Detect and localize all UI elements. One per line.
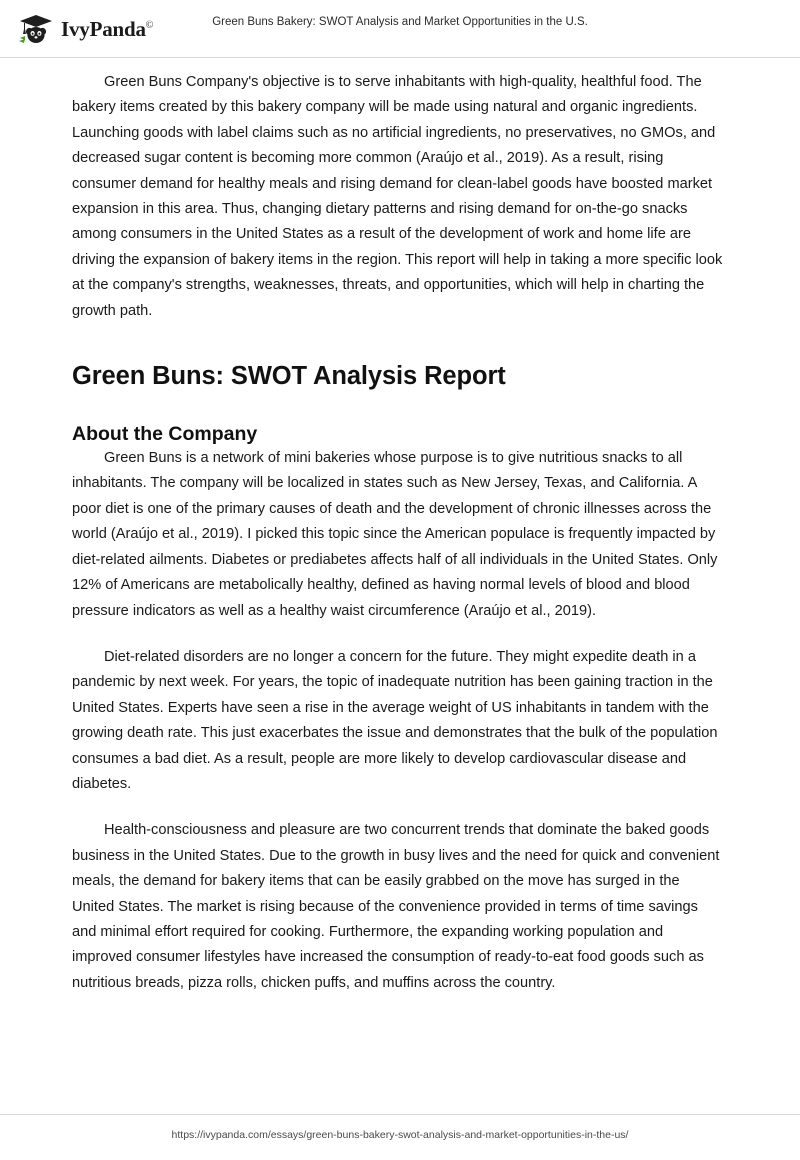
document-content bbox=[72, 70, 724, 996]
page-footer bbox=[0, 1114, 800, 1160]
source-url[interactable]: https://ivypanda.com/essays/green-buns-bakery-swot-analysis-and-market-opportunities-in-the-us/ bbox=[171, 1129, 629, 1141]
intro-paragraph: Green Buns Company's objective is to serve inhabitants with high-quality, healthful food. The bakery items created by this bakery company will be made using natural and organic ingredients. Launching goods with label claims such as no artificial ingredients, no preservatives, no GMOs, and decreased sugar content is becoming more common (Araújo et al., 2019). As a result, rising consumer demand for healthy meals and rising demand for clean-label goods have boosted market expansion in this area. Thus, changing dietary patterns and rising demand for on-the-go snacks among consumers in the United States as a result of the development of work and home life are driving the expansion of bakery items in the region. This report will help in taking a more specific look at the company's strengths, weaknesses, threats, and opportunities, which will help in charting the growth path. bbox=[72, 74, 723, 319]
paragraph-2: Diet-related disorders are no longer a concern for the future. They might expedite death in a pandemic by next week. For years, the topic of inadequate nutrition has been gaining traction in the United States. Experts have seen a rise in the average weight of US inhabitants in tandem with the growing death rate. This just exacerbates the issue and demonstrates that the bulk of the population consumes a bad diet. As a result, people are more likely to develop cardiovascular disease and diabetes. bbox=[72, 648, 718, 792]
paragraph-3: Health-consciousness and pleasure are two concurrent trends that dominate the baked goods business in the United States. Due to the growth in busy lives and the need for quick and convenient meals, the demand for bakery items that can be easily grabbed on the move has surged in the United States. The market is rising because of the convenience provided in terms of time savings and minimal effort required for cooking. Furthermore, the expanding working population and improved consumer lifestyles have increased the consumption of ready-to-eat food goods such as nutritious breads, pizza rolls, chicken puffs, and muffins across the country. bbox=[72, 822, 720, 991]
section-heading-2: About the Company bbox=[72, 423, 258, 446]
paragraph-1: Green Buns is a network of mini bakeries whose purpose is to give nutritious snacks to all inhabitants. The company will be localized in states such as New Jersey, Texas, and California. A poor diet is one of the primary causes of death and the development of chronic illnesses across the world (Araújo et al., 2019). I picked this topic since the American populace is frequently impacted by diet-related ailments. Diabetes or prediabetes affects half of all individuals in the United States. Only 12% of Americans are metabolically healthy, defined as having normal levels of blood and blood pressure indicators as well as a healthy waist circumference (Araújo et al., 2019). bbox=[72, 450, 718, 619]
page-title: Green Buns Bakery: SWOT Analysis and Market Opportunities in the U.S. bbox=[212, 16, 588, 28]
brand-copyright: © bbox=[145, 19, 154, 31]
page-header bbox=[0, 0, 800, 58]
section-heading-1: Green Buns: SWOT Analysis Report bbox=[72, 362, 506, 391]
brand-name: IvyPanda© bbox=[61, 16, 154, 41]
